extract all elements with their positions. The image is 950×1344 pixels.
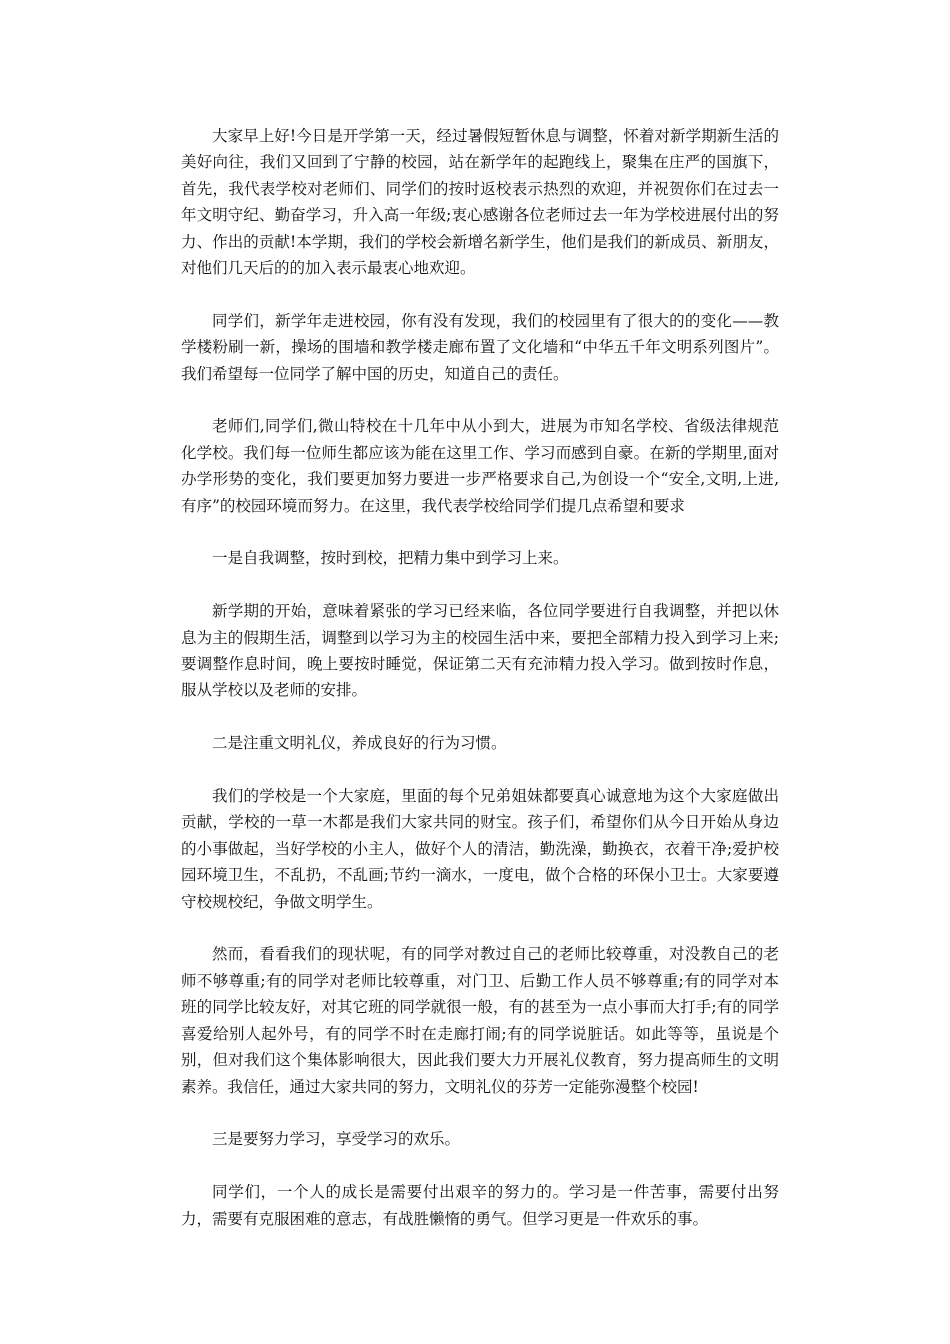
paragraph-school-development: 老师们,同学们,微山特校在十几年中从小到大，进展为市知名学校、省级法律规范化学校。我们每一位师生都应该为能在这里工作、学习而感到自豪。在新的学期里,面对办学形势的变化，我们要更加努力要进一步严格要求自己,为创设一个“安全,文明,上进,有序”的校园环境而努力。在这里，我代表学校给同学们提几点希望和要求 (181, 417, 779, 515)
paragraph-point-two-body: 我们的学校是一个大家庭，里面的每个兄弟姐妹都要真心诚意地为这个大家庭做出贡献，学校的一草一木都是我们大家共同的财宝。孩子们，希望你们从今日开始从身边的小事做起，当好学校的小主人，做好个人的清洁，勤洗澡，勤换衣，衣着干净;爱护校园环境卫生，不乱扔，不乱画;节约一滴水，一度电，做个合格的环保小卫士。大家要遵守校规校纪，争做文明学生。 (181, 787, 779, 911)
paragraph-campus-changes: 同学们，新学年走进校园，你有没有发现，我们的校园里有了很大的的变化——教学楼粉刷一新，操场的围墙和教学楼走廊布置了文化墙和“中华五千年文明系列图片”。我们希望每一位同学了解中国的历史，知道自己的责任。 (181, 311, 779, 383)
paragraph-point-one-heading: 一是自我调整，按时到校，把精力集中到学习上来。 (212, 549, 569, 568)
paragraph-greeting: 大家早上好!今日是开学第一天，经过暑假短暂休息与调整，怀着对新学期新生活的美好向往，我们又回到了宁静的校园，站在新学年的起跑线上，聚集在庄严的国旗下，首先，我代表学校对老师们、同学们的按时返校表示热烈的欢迎，并祝贺你们在过去一年文明守纪、勤奋学习，升入高一年级;衷心感谢各位老师过去一年为学校进展付出的努力、作出的贡献!本学期，我们的学校会新增名新学生，他们是我们的新成员、新朋友，对他们几天后的的加入表示最衷心地欢迎。 (181, 127, 779, 278)
paragraph-point-one-body: 新学期的开始，意味着紧张的学习已经来临，各位同学要进行自我调整，并把以休息为主的假期生活，调整到以学习为主的校园生活中来，要把全部精力投入到学习上来;要调整作息时间，晚上要按时睡觉，保证第二天有充沛精力投入学习。做到按时作息，服从学校以及老师的安排。 (181, 602, 779, 700)
document-body (181, 123, 779, 1232)
paragraph-current-situation: 然而，看看我们的现状呢，有的同学对教过自己的老师比较尊重，对没教自己的老师不够尊重;有的同学对老师比较尊重，对门卫、后勤工作人员不够尊重;有的同学对本班的同学比较友好，对其它班的同学就很一般，有的甚至为一点小事而大打手;有的同学喜爱给别人起外号，有的同学不时在走廊打闹;有的同学说脏话。如此等等，虽说是个别，但对我们这个集体影响很大，因此我们要大力开展礼仪教育，努力提高师生的文明素养。我信任，通过大家共同的努力，文明礼仪的芬芳一定能弥漫整个校园! (181, 945, 779, 1096)
paragraph-point-two-heading: 二是注重文明礼仪，养成良好的行为习惯。 (212, 734, 507, 753)
paragraph-point-three-body: 同学们，一个人的成长是需要付出艰辛的努力的。学习是一件苦事，需要付出努力，需要有克服困难的意志，有战胜懒惰的勇气。但学习更是一件欢乐的事。 (181, 1183, 779, 1228)
paragraph-point-three-heading: 三是要努力学习，享受学习的欢乐。 (212, 1130, 461, 1149)
